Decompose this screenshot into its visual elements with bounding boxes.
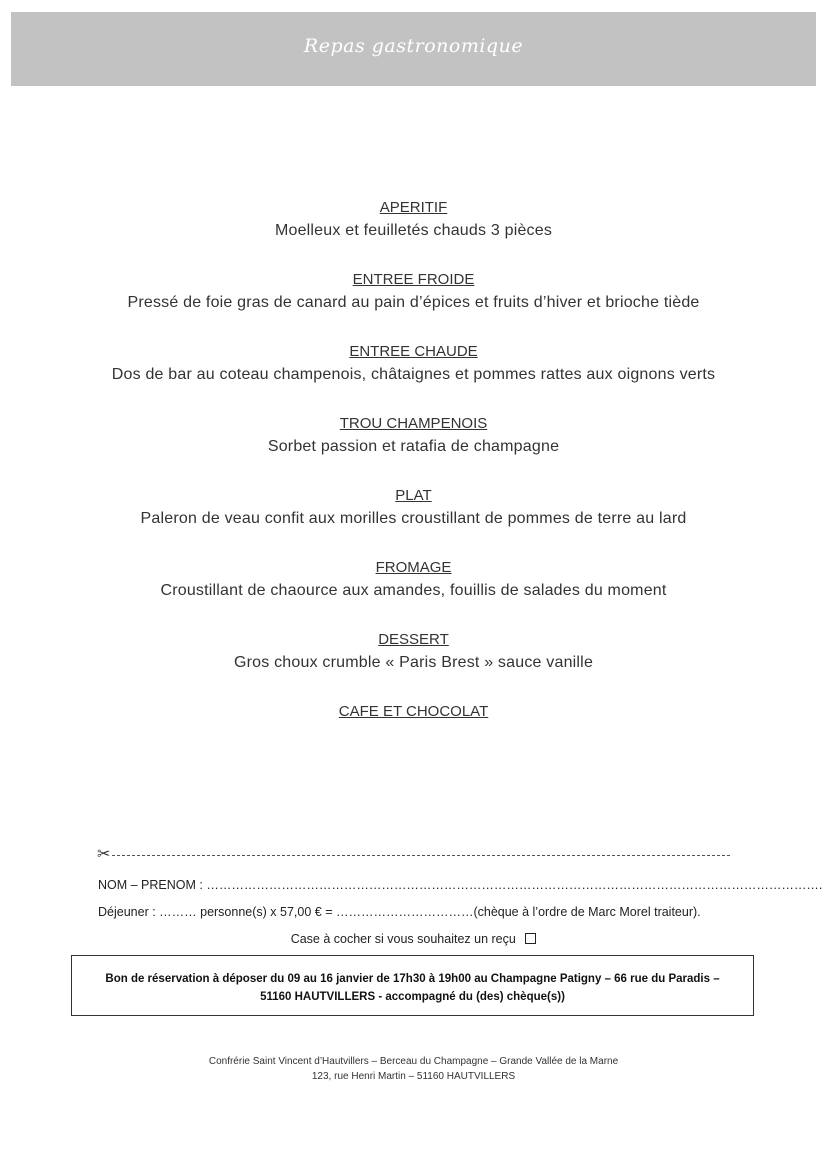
dashed-divider [112,855,730,856]
course-title: FROMAGE [375,559,452,576]
cut-line [97,848,730,862]
receipt-checkbox[interactable] [525,933,536,944]
course-trou-champenois [0,413,827,459]
receipt-checkbox-row [0,932,827,946]
course-dessert [0,629,827,675]
course-description: Croustillant de chaource aux amandes, fouillis de salades du moment [160,582,667,599]
course-title: PLAT [395,487,432,504]
course-description: Dos de bar au coteau champenois, châtaignes et pommes rattes aux oignons verts [111,366,716,383]
course-title: APERITIF [379,199,448,216]
scissors-icon: ✂ [97,846,111,863]
booking-notice [71,955,754,1016]
course-title: DESSERT [378,631,449,648]
course-title: ENTREE CHAUDE [349,343,478,360]
footer-address: 123, rue Henri Martin – 51160 HAUTVILLERS [311,1071,516,1082]
course-aperitif [0,197,827,243]
lunch-quantity-line[interactable]: Déjeuner : ……… personne(s) x 57,00 € = ……………………………(chèque à l’ordre de Marc Morel traiteur). [98,905,701,919]
menu-list [0,197,827,723]
course-title: TROU CHAMPENOIS [339,415,488,432]
booking-line: 51160 HAUTVILLERS - accompagné du (des) chèque(s)) [260,991,565,1003]
course-title: CAFE ET CHOCOLAT [338,703,489,720]
page-title: Repas gastronomique [303,35,524,57]
course-description: Moelleux et feuilletés chauds 3 pièces [274,222,553,239]
course-cafe-chocolat [0,701,827,723]
course-description: Pressé de foie gras de canard au pain d’épices et fruits d’hiver et brioche tiède [127,294,700,311]
name-field-line[interactable]: NOM – PRENOM : …………………………………………………………………………………………………………………………………. [98,878,823,892]
course-description: Paleron de veau confit aux morilles croustillant de pommes de terre au lard [140,510,687,527]
course-title: ENTREE FROIDE [352,271,475,288]
course-description: Sorbet passion et ratafia de champagne [267,438,560,455]
footer [0,1054,827,1084]
course-fromage [0,557,827,603]
course-plat [0,485,827,531]
course-entree-chaude [0,341,827,387]
course-entree-froide [0,269,827,315]
course-description: Gros choux crumble « Paris Brest » sauce vanille [233,654,594,671]
receipt-checkbox-label: Case à cocher si vous souhaitez un reçu [290,932,516,946]
booking-line: Bon de réservation à déposer du 09 au 16 janvier de 17h30 à 19h00 au Champagne Patigny – 66 rue du Paradis – [105,973,720,985]
footer-line: Confrérie Saint Vincent d’Hautvillers – Berceau du Champagne – Grande Vallée de la Marne [208,1056,619,1067]
header-bar [11,12,816,86]
